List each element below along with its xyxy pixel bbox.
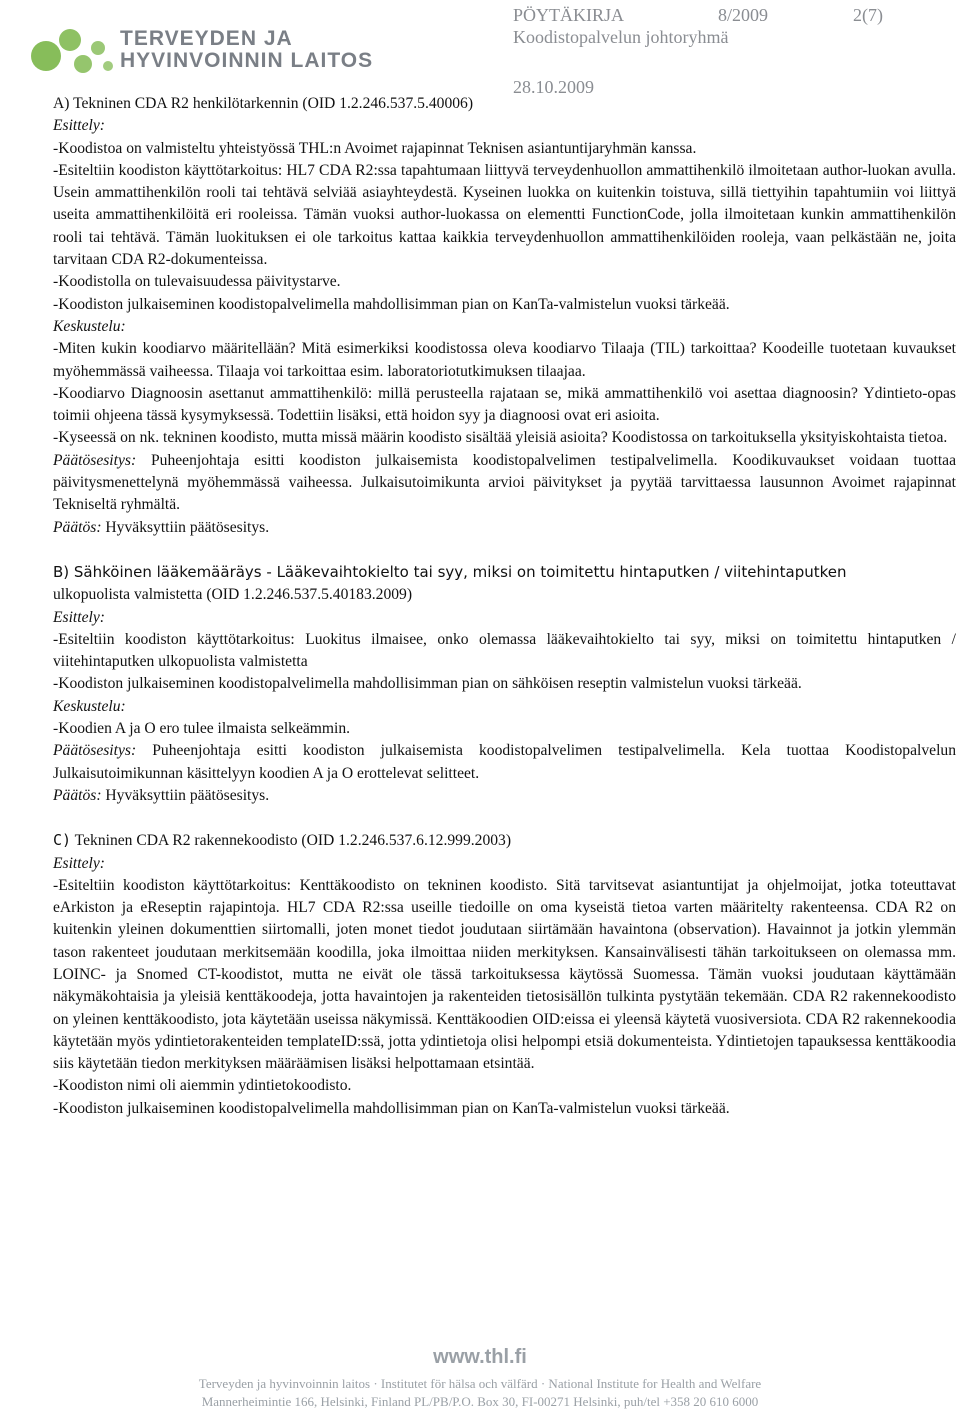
section-a-paragraph: -Esiteltiin koodiston käyttötarkoitus: HL7 CDA R2:ssa tapahtumaan liittyvä terveydenhuollon ammattihenkilö ilmoitetaan author-luokan avulla. Usein ammattihenkilön rooli tai tehtävä selviää asiayhteydestä. Kyseinen luokka on kuitenkin toistuva, sillä tiettyihin tapahtumiin voi liittyä useita ammattihenkilöitä eri rooleissa. Tämän vuoksi author-luokassa on elementti FunctionCode, jolla ilmoitetaan kunkin ammattihenkilön rooli tai tehtävä. Tämän luokituksen ei ole tarkoitus kattaa kaikkia terveydenhuollon ammattihenkilöiden rooleja, vaan pelkästään ne, joita tarvitaan CDA R2-dokumenteissa. [53, 161, 957, 269]
footer-url: www.thl.fi [433, 1346, 527, 1368]
section-c-paragraph: -Koodiston julkaiseminen koodistopalvelimella mahdollisimman pian on KanTa-valmistelun vuoksi tärkeää. [53, 1099, 730, 1117]
section-a-esittely-label: Esittely: [53, 117, 105, 135]
section-b-paatos: Päätös: Hyväksyttiin päätösesitys. [53, 786, 270, 804]
doc-group: Koodistopalvelun johtoryhmä [513, 27, 729, 47]
section-a-paragraph: -Kyseessä on nk. tekninen koodisto, mutta missä määrin koodisto sisältää yleisiä asioita? Koodistossa on tarkoituksella yksityiskohtaista tietoa. [53, 429, 948, 447]
doc-date: 28.10.2009 [513, 77, 594, 97]
section-a-paragraph: -Koodiston julkaiseminen koodistopalvelimella mahdollisimman pian on KanTa-valmistelun vuoksi tärkeää. [53, 295, 730, 313]
doc-type: PÖYTÄKIRJA [513, 5, 625, 25]
section-b-paatosesitys: Päätösesitys: Puheenjohtaja esitti koodiston julkaisemista koodistopalvelimen testipalvelimella. Kela tuottaa Koodistopalvelun Julkaisutoimikunnan käsittelyyn koodien A ja O erottelevat selitteet. [53, 742, 956, 782]
section-c-paragraph: -Koodiston nimi oli aiemmin ydintietokoodisto. [53, 1077, 352, 1095]
section-b-paragraph: -Koodien A ja O ero tulee ilmaista selkeämmin. [53, 720, 351, 738]
logo-wordmark: TERVEYDEN JA HYVINVOINNIN LAITOS [120, 27, 374, 72]
section-a-paragraph: -Miten kukin koodiarvo määritellään? Mitä esimerkiksi koodistossa oleva koodiarvo Tilaaja (TIL) tarkoittaa? Koodeille tuotetaan kuvaukset myöhemmässä vaiheessa. Tilaaja voi tarkoittaa esim. laboratoriotutkimuksen tilaajaa. [53, 340, 956, 380]
section-a-title: A) Tekninen CDA R2 henkilötarkennin (OID 1.2.246.537.5.40006) [53, 95, 474, 112]
page-header [0, 0, 960, 95]
section-b-keskustelu-label: Keskustelu: [53, 697, 126, 715]
section-a-paragraph: -Koodistoa on valmisteltu yhteistyössä THL:n Avoimet rajapinnat Teknisen asiantuntijaryhmän kanssa. [53, 139, 697, 157]
section-a-keskustelu-label: Keskustelu: [53, 317, 126, 335]
section-c-esittely-label: Esittely: [53, 854, 105, 872]
section-a-paatosesitys: Päätösesitys: Puheenjohtaja esitti koodiston julkaisemista koodistopalvelimen testipalvelimella. Koodikuvaukset voidaan tuottaa päivitysmenettelynä myöhemmässä vaiheessa. Julkaisutoimikunta arvioi päivitykset ja pyytää tarvittaessa lausunnon Avoimet rajapinnat Tekniseltä ryhmältä. [53, 451, 956, 514]
section-b-title: B) Sähköinen lääkemääräys - Lääkevaihtokielto tai syy, miksi on toimitettu hintaputken / viitehintaputken ulkopuolista valmistetta (OID 1.2.246.537.5.40183.2009) [53, 562, 847, 604]
doc-number: 8/2009 [718, 5, 769, 25]
section-a-paragraph: -Koodiarvo Diagnoosin asettanut ammattihenkilö: millä perusteella rajataan se, mikä ammattihenkilö voi asettaa diagnoosin? Ydintieto-opas toimii ohjeena tässä kysymyksessä. Todettiin lisäksi, että hoidon syy ja diagnoosi ovat eri asioita. [53, 384, 956, 425]
section-b-esittely-label: Esittely: [53, 608, 105, 626]
footer-address: Mannerheimintie 166, Helsinki, Finland PL/PB/P.O. Box 30, FI-00271 Helsinki, puh/tel +358 20 610 6000 [201, 1394, 759, 1409]
section-b-paragraph: -Esiteltiin koodiston käyttötarkoitus: Luokitus ilmaisee, onko olemassa lääkevaihtokielto tai syy, miksi on toimitettu hintaputken / viitehintaputken ulkopuolista valmistetta [53, 630, 956, 671]
page-footer [0, 1346, 960, 1412]
footer-institute: Terveyden ja hyvinvoinnin laitos · Institutet för hälsa och välfärd · National Institute for Health and Welfare [198, 1376, 762, 1391]
document-body [53, 93, 956, 1120]
page-number: 2(7) [853, 5, 883, 25]
section-b-paragraph: -Koodiston julkaiseminen koodistopalvelimella mahdollisimman pian on sähköisen reseptin valmistelun vuoksi tärkeää. [53, 675, 802, 693]
section-a-paatos: Päätös: Hyväksyttiin päätösesitys. [53, 518, 270, 536]
section-c-title: C) Tekninen CDA R2 rakennekoodisto (OID 1.2.246.537.6.12.999.2003) [53, 831, 512, 850]
section-c-paragraph: -Esiteltiin koodiston käyttötarkoitus: Kenttäkoodisto on tekninen koodisto. Sitä tarvitsevat asiantuntijat ja ohjelmoijat, jotka toteuttavat eArkiston ja eReseptin rajapintoja. HL7 CDA R2:ssa useille tiedoille on oma kyseistä tietoa varten määritelty rakenteensa. CDA R2 on kuitenkin yleinen dokumenttien siirtomalli, joten monet tiedot joudutaan siirtämään havaintona (observation). Havainnot ja jotkin ylemmän tason rakenteet joudutaan merkitsemään koodilla, joka ilmoittaa niiden merkityksen. Kansainvälisesti tähän tarkoitukseen on olemassa mm. LOINC- ja Snomed CT-koodistot, mutta ne eivät ole tässä tarkoituksessa käytössä Suomessa. Tämän vuoksi joudutaan käyttämään näkymäkohtaisia ja yleisiä kenttäkoodeja, jotta havaintojen ja rakenteiden tietosisällön tulkinta pystytään tekemään. CDA R2 rakennekoodisto on yleinen kenttäkoodisto, jota käytetään useissa näkymissä. Kenttäkoodien OID:eissa ei yleensä käytetä vuosiversiota. CDA R2 rakennekoodia käytetään myös ydintietorakenteiden templateID:ssä, jotta ydintietoja olisi helpompi etsiä dokumenteista. Ydintietojen tapauksessa kenttäkoodia siis käytetään tiedon merkityksen määräämisen lisäksi helpottamaan etsintää. [53, 876, 956, 1073]
section-a-paragraph: -Koodistolla on tulevaisuudessa päivitystarve. [53, 273, 341, 291]
document-meta [513, 4, 883, 98]
